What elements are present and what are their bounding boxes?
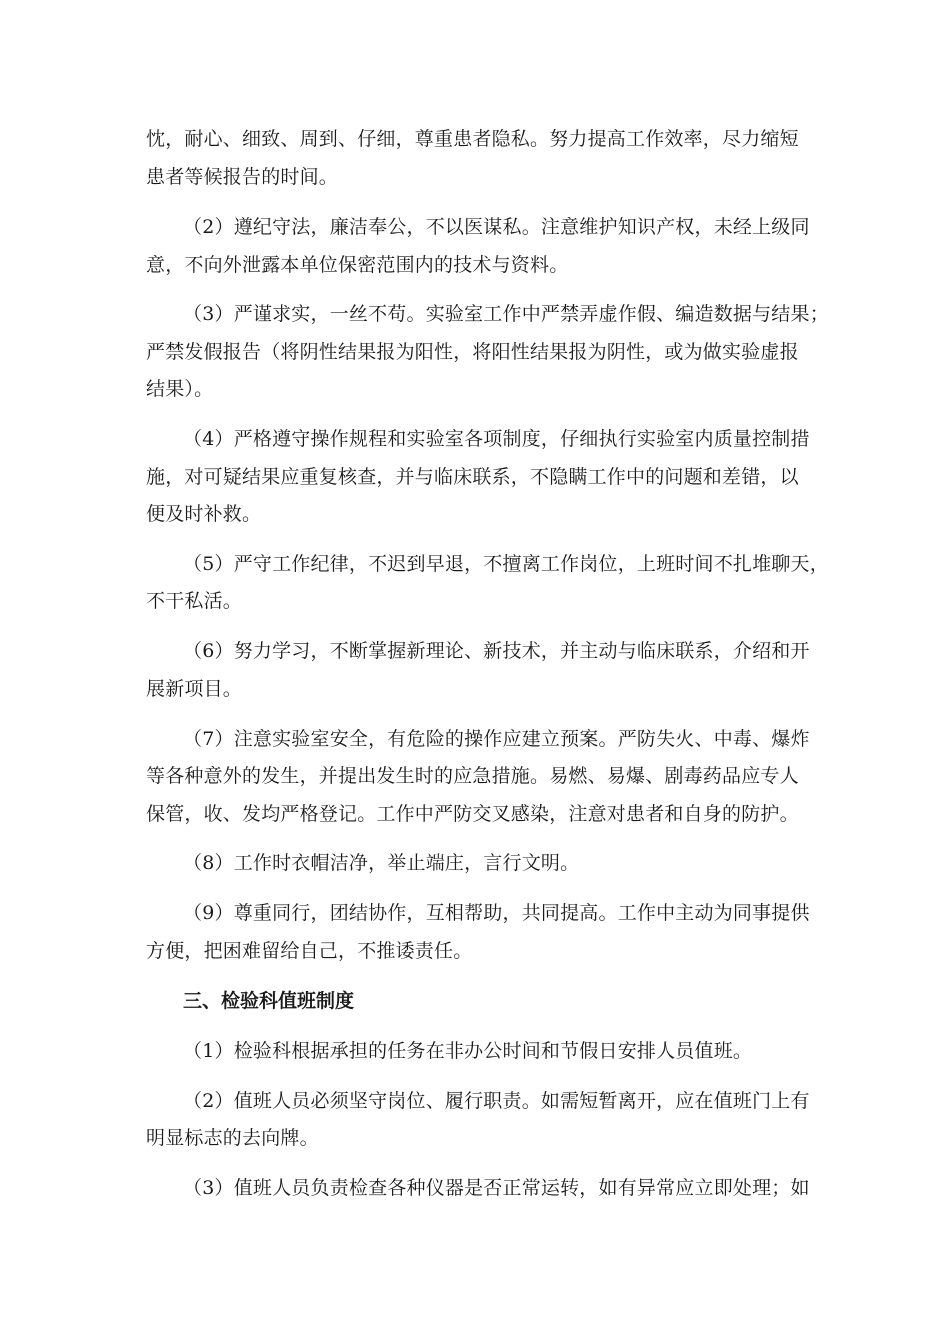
paragraph-line: 方便，把困难留给自己，不推诿责任。 <box>146 940 473 962</box>
paragraph-line: 忱，耐心、细致、周到、仔细，尊重患者隐私。努力提高工作效率，尽力缩短 <box>146 128 799 150</box>
paragraph-line: （8）工作时衣帽洁净，举止端庄，言行文明。 <box>183 852 580 874</box>
paragraph-line: （3）严谨求实，一丝不苟。实验室工作中严禁弄虚作假、编造数据与结果； <box>183 303 829 325</box>
paragraph-line: 等各种意外的发生，并提出发生时的应急措施。易燃、易爆、剧毒药品应专人 <box>146 765 799 787</box>
paragraph-line: 展新项目。 <box>146 678 243 700</box>
paragraph-line: 严禁发假报告（将阴性结果报为阳性，将阳性结果报为阴性，或为做实验虚报 <box>146 341 799 363</box>
paragraph-line: （1）检验科根据承担的任务在非办公时间和节假日安排人员值班。 <box>183 1040 753 1062</box>
paragraph-line: 意，不向外泄露本单位保密范围内的技术与资料。 <box>146 254 569 276</box>
paragraph-line: （3）值班人员负责检查各种仪器是否正常运转，如有异常应立即处理；如 <box>183 1177 810 1199</box>
paragraph-line: （6）努力学习，不断掌握新理论、新技术，并主动与临床联系，介绍和开 <box>183 640 810 662</box>
paragraph-line: 不干私活。 <box>146 590 243 612</box>
paragraph-line: 保管，收、发均严格登记。工作中严防交叉感染，注意对患者和自身的防护。 <box>146 803 799 825</box>
paragraph-line: （5）严守工作纪律，不迟到早退，不擅离工作岗位，上班时间不扎堆聊天， <box>183 553 829 575</box>
paragraph-line: （9）尊重同行，团结协作，互相帮助，共同提高。工作中主动为同事提供 <box>183 902 810 924</box>
paragraph-line: 明显标志的去向牌。 <box>146 1127 319 1149</box>
paragraph-line: 结果）。 <box>146 378 214 400</box>
paragraph-line: 便及时补救。 <box>146 503 262 525</box>
paragraph-line: （2）遵纪守法，廉洁奉公，不以医谋私。注意维护知识产权，未经上级同 <box>183 216 810 238</box>
section-heading: 三、检验科值班制度 <box>183 990 355 1012</box>
paragraph-line: （7）注意实验室安全，有危险的操作应建立预案。严防失火、中毒、爆炸 <box>183 728 810 750</box>
paragraph-line: （4）严格遵守操作规程和实验室各项制度，仔细执行实验室内质量控制措 <box>183 428 810 450</box>
paragraph-line: 患者等候报告的时间。 <box>146 166 339 188</box>
paragraph-line: （2）值班人员必须坚守岗位、履行职责。如需短暂离开，应在值班门上有 <box>183 1090 810 1112</box>
paragraph-line: 施，对可疑结果应重复核查，并与临床联系，不隐瞒工作中的问题和差错，以 <box>146 466 799 488</box>
